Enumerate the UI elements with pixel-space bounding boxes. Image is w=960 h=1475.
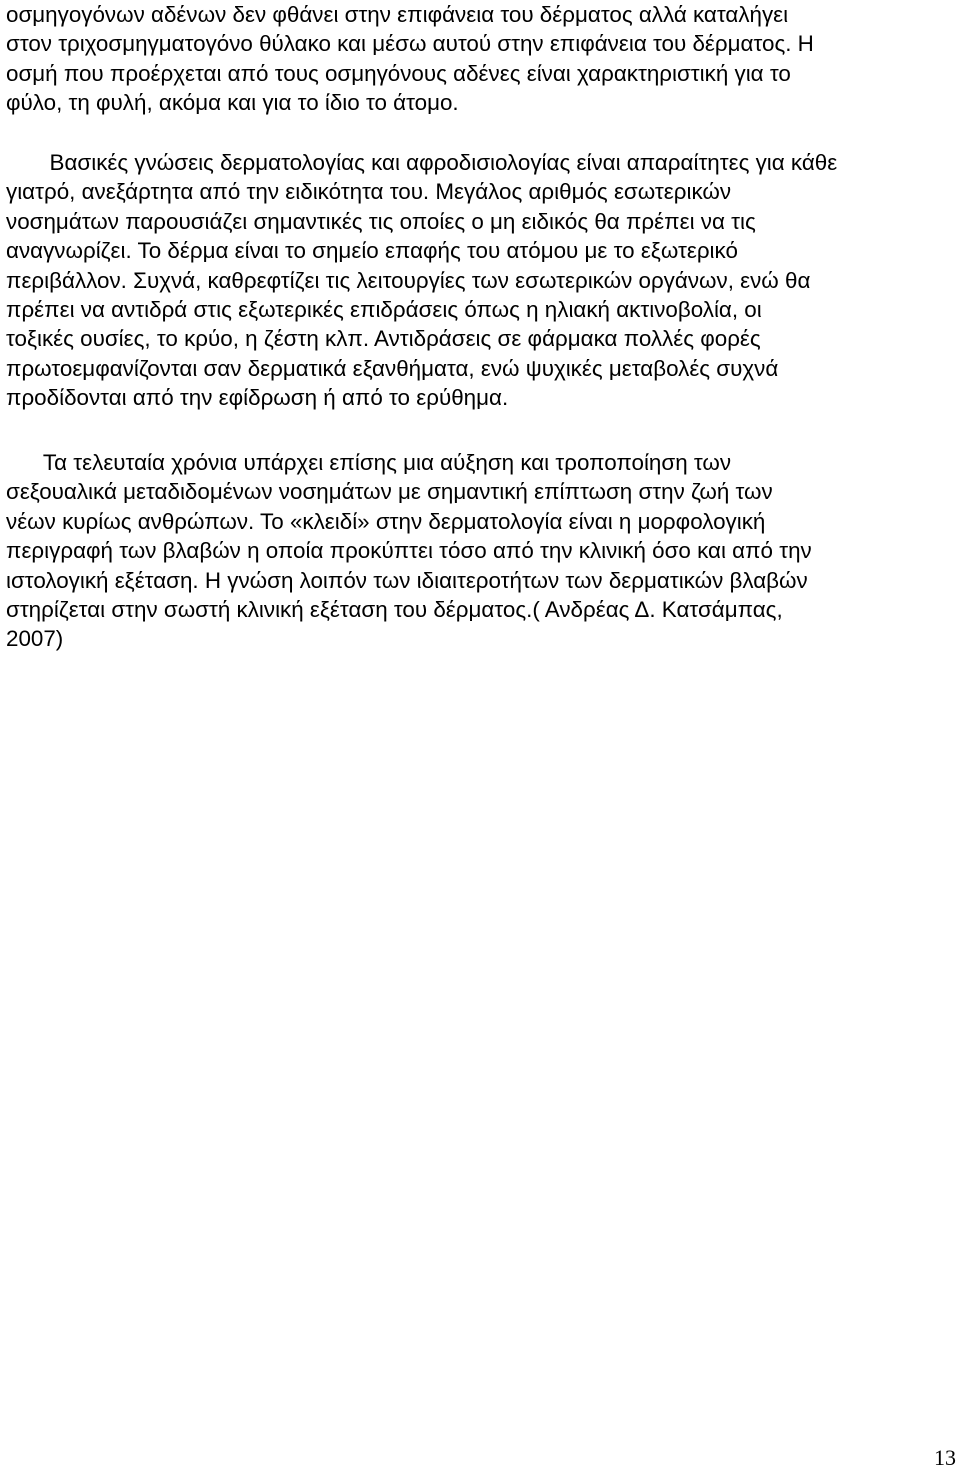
text-line: ιστολογική εξέταση. Η γνώση λοιπόν των ιδιαιτεροτήτων των δερματικών βλαβών — [6, 567, 808, 593]
paragraph-dermatology-knowledge — [6, 148, 954, 413]
text-line: Βασικές γνώσεις δερματολογίας και αφροδισιολογίας είναι απαραίτητες για κάθε — [6, 150, 838, 175]
paragraph-sebaceous-glands — [6, 0, 954, 118]
text-line: νοσημάτων παρουσιάζει σημαντικές τις οποίες ο μη ειδικός θα πρέπει να τις — [6, 208, 756, 234]
page-number: 13 — [934, 1445, 956, 1470]
text-line: πρωτοεμφανίζονται σαν δερματικά εξανθήματα, ενώ ψυχικές μεταβολές συχνά — [6, 355, 779, 381]
text-line: Τα τελευταία χρόνια υπάρχει επίσης μια αύξηση και τροποποίηση των — [6, 450, 732, 475]
text-line: πρέπει να αντιδρά στις εξωτερικές επιδράσεις όπως η ηλιακή ακτινοβολία, οι — [6, 296, 762, 322]
text-line: νέων κυρίως ανθρώπων. Το «κλειδί» στην δερματολογία είναι η μορφολογική — [6, 508, 766, 534]
text-line: περιβάλλον. Συχνά, καθρεφτίζει τις λειτουργίες των εσωτερικών οργάνων, ενώ θα — [6, 267, 811, 293]
text-line: στηρίζεται στην σωστή κλινική εξέταση του δέρματος.( Ανδρέας Δ. Κατσάμπας, — [6, 596, 783, 622]
text-line: οσμηγογόνων αδένων δεν φθάνει στην επιφάνεια του δέρματος αλλά καταλήγει — [6, 2, 789, 27]
text-line: 2007) — [6, 626, 64, 652]
text-line: τοξικές ουσίες, το κρύο, η ζέστη κλπ. Αντιδράσεις σε φάρμακα πολλές φορές — [6, 326, 761, 352]
text-line: περιγραφή των βλαβών η οποία προκύπτει τόσο από την κλινική όσο και από την — [6, 538, 812, 564]
text-line: στον τριχοσμηγματογόνο θύλακο και μέσω αυτού στην επιφάνεια του δέρματος. Η — [6, 31, 814, 57]
text-line: προδίδονται από την εφίδρωση ή από το ερύθημα. — [6, 385, 509, 411]
text-line: σεξουαλικά μεταδιδομένων νοσημάτων με σημαντική επίπτωση στην ζωή των — [6, 479, 773, 505]
text-line: φύλο, τη φυλή, ακόμα και για το ίδιο το άτομο. — [6, 90, 459, 116]
text-line: οσμή που προέρχεται από τους οσμηγόνους αδένες είναι χαρακτηριστική για το — [6, 60, 791, 86]
text-line: γιατρό, ανεξάρτητα από την ειδικότητα του. Μεγάλος αριθμός εσωτερικών — [6, 179, 732, 205]
text-line: αναγνωρίζει. Το δέρμα είναι το σημείο επαφής του ατόμου με το εξωτερικό — [6, 238, 738, 264]
paragraph-sexually-transmitted-diseases — [6, 448, 954, 654]
